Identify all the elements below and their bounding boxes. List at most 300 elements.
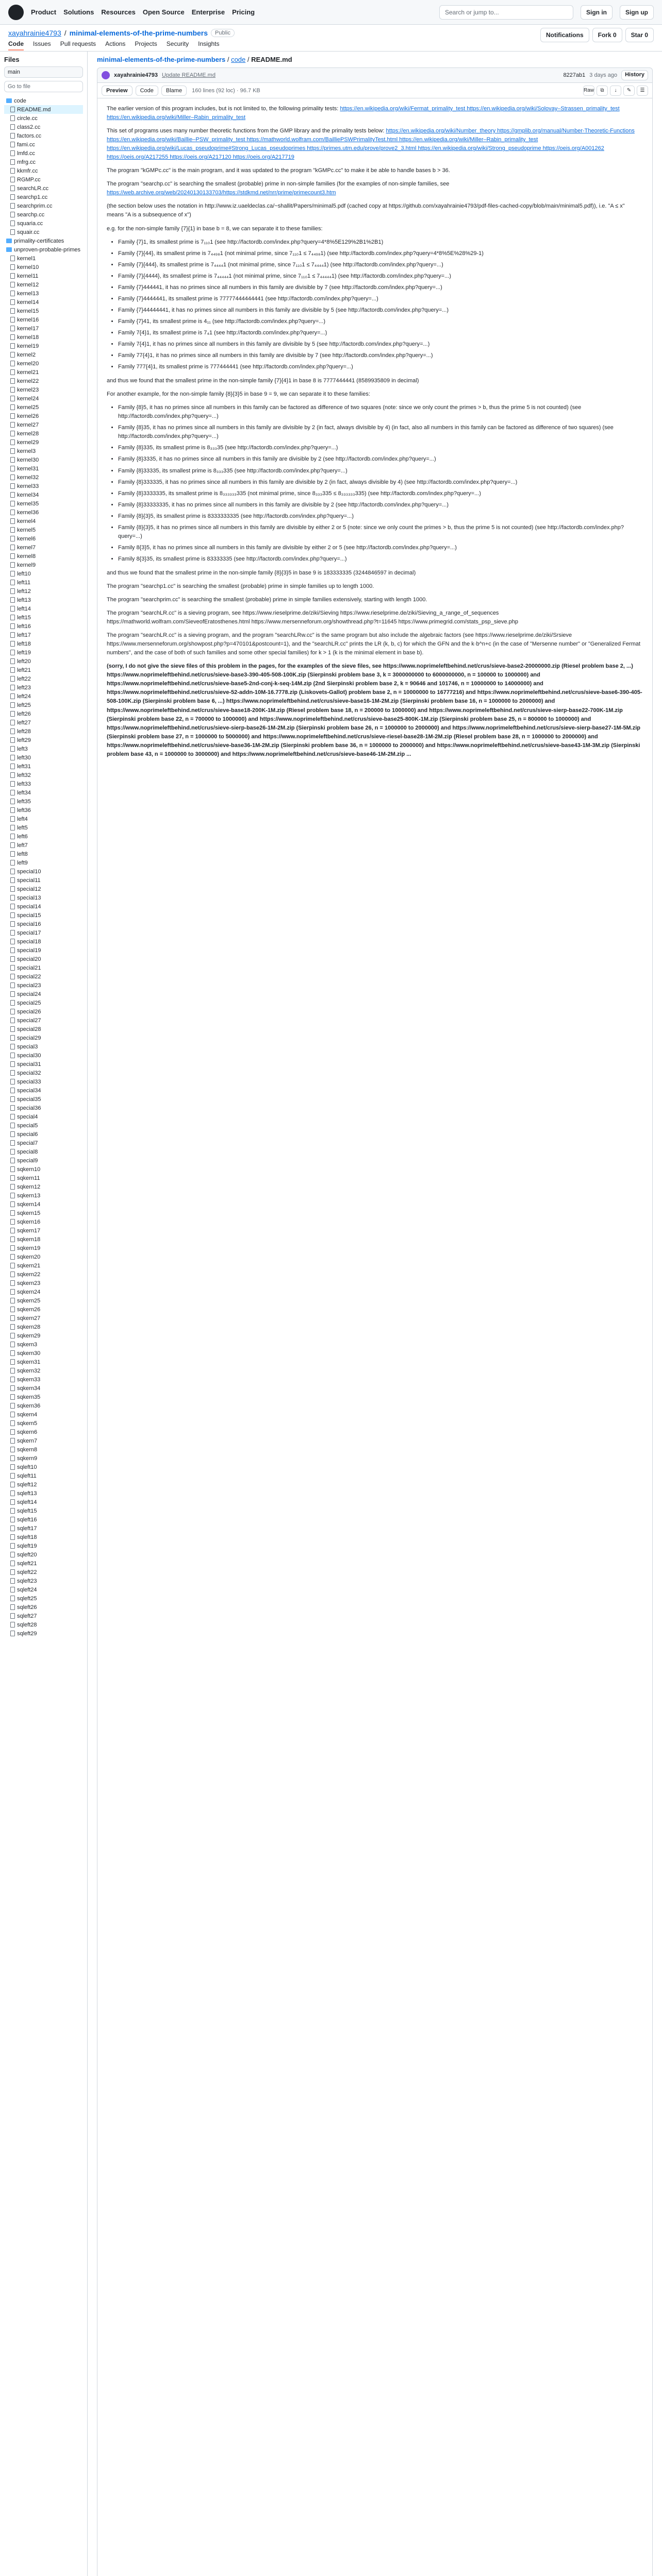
- tree-file[interactable]: [4, 893, 83, 902]
- tree-file[interactable]: [4, 201, 83, 210]
- tree-file[interactable]: [4, 1436, 83, 1445]
- tree-file[interactable]: [4, 315, 83, 324]
- tree-file[interactable]: [4, 1130, 83, 1139]
- tree-file[interactable]: [4, 1454, 83, 1463]
- tree-item-label: special3: [17, 1043, 38, 1050]
- tree-item-label: kernel23: [17, 386, 39, 393]
- tree-file[interactable]: [4, 1401, 83, 1410]
- tree-file[interactable]: [4, 272, 83, 280]
- family-list-item: • Family {8}335, its smallest prime is 8₃₃₃35 (see http://factordb.com/index.php?query=...): [118, 444, 643, 452]
- tree-item-label: special17: [17, 929, 41, 936]
- tree-file[interactable]: [4, 1217, 83, 1226]
- tree-item-label: left25: [17, 702, 31, 708]
- tab-insights[interactable]: Insights: [198, 40, 220, 47]
- family-list-item: • Family 7{4}1, its smallest prime is 7₄1 (see http://factordb.com/index.php?query=...): [118, 329, 643, 337]
- tree-item-label: special12: [17, 886, 41, 892]
- tree-file[interactable]: [4, 736, 83, 744]
- file-icon: [10, 431, 15, 436]
- file-icon: [10, 746, 15, 752]
- tree-file[interactable]: [4, 578, 83, 587]
- tree-file[interactable]: [4, 1051, 83, 1060]
- tree-file[interactable]: [4, 955, 83, 963]
- tree-file[interactable]: [4, 1270, 83, 1279]
- tree-file[interactable]: [4, 1147, 83, 1156]
- tree-file[interactable]: [4, 324, 83, 333]
- tree-file[interactable]: [4, 1235, 83, 1244]
- tree-file[interactable]: [4, 1095, 83, 1104]
- tree-file[interactable]: [4, 1077, 83, 1086]
- tree-file[interactable]: [4, 1577, 83, 1585]
- tree-file[interactable]: [4, 1182, 83, 1191]
- tree-file[interactable]: [4, 1594, 83, 1603]
- tree-item-label: left35: [17, 798, 31, 805]
- nav-enterprise[interactable]: Enterprise: [191, 8, 225, 16]
- file-icon: [10, 711, 15, 717]
- tree-file[interactable]: [4, 1541, 83, 1550]
- file-icon: [10, 1482, 15, 1487]
- tree-file[interactable]: [4, 1279, 83, 1287]
- breadcrumb-repo-link[interactable]: minimal-elements-of-the-prime-numbers: [97, 56, 226, 63]
- global-header: [0, 0, 662, 25]
- readme-paragraph: The program "searchp1.cc" is searching the smallest (probable) prime in simple families up to length 1000.: [107, 583, 374, 589]
- tree-file[interactable]: [4, 718, 83, 727]
- tree-file[interactable]: [4, 885, 83, 893]
- tree-item-label: sqleft14: [17, 1499, 37, 1505]
- tab-security[interactable]: Security: [166, 40, 189, 47]
- file-icon: [10, 632, 15, 638]
- readme-link[interactable]: https://en.wikipedia.org/wiki/Number_theory https://gmplib.org/manual/Number-Theoretic-Functions https://en.wikipedia.org/wiki/Baillie–PSW_primality_test https://mathworld.wolfram.com/BailliePSWPrimalityTest.html https://en.wikipedia.org/wiki/Miller–Rabin_primality_test https://en.wikipedia.org/wiki/Lucas_pseudoprime#Strong_Lucas_pseudoprimes https://primes.utm.edu/prove/prove2_3.html https://en.wikipedia.org/wiki/Strong_pseudoprime https://oeis.org/A001262 https://oeis.org/A217255 https://oeis.org/A217120 https://oeis.org/A217719: [107, 128, 635, 161]
- tab-pull-requests[interactable]: Pull requests: [60, 40, 96, 47]
- tree-item-label: left26: [17, 710, 31, 717]
- tree-file[interactable]: [4, 1349, 83, 1358]
- tree-file[interactable]: [4, 797, 83, 806]
- tree-file[interactable]: [4, 701, 83, 709]
- file-icon: [10, 1534, 15, 1540]
- tree-folder[interactable]: [4, 236, 83, 245]
- file-icon: [10, 439, 15, 445]
- tree-file[interactable]: [4, 1060, 83, 1069]
- tree-item-label: circle.cc: [17, 115, 38, 122]
- tab-issues[interactable]: Issues: [33, 40, 51, 47]
- outline-icon[interactable]: ☰: [637, 86, 648, 96]
- tree-item-label: kernel15: [17, 308, 39, 314]
- nav-solutions[interactable]: Solutions: [63, 8, 94, 16]
- tree-file[interactable]: [4, 1226, 83, 1235]
- tree-file[interactable]: [4, 184, 83, 193]
- file-icon: [10, 825, 15, 831]
- tree-file[interactable]: [4, 1533, 83, 1541]
- history-button[interactable]: History: [621, 70, 648, 80]
- tree-file[interactable]: [4, 508, 83, 517]
- file-icon: [10, 606, 15, 612]
- tree-file[interactable]: [4, 105, 83, 114]
- tree-item-label: sqleft24: [17, 1586, 37, 1593]
- tree-file[interactable]: [4, 1112, 83, 1121]
- commit-author[interactable]: xayahrainie4793: [114, 72, 158, 78]
- tree-file[interactable]: [4, 1498, 83, 1506]
- tree-file[interactable]: [4, 473, 83, 482]
- tree-file[interactable]: [4, 815, 83, 823]
- tree-file[interactable]: [4, 902, 83, 911]
- tree-file[interactable]: [4, 692, 83, 701]
- tree-file[interactable]: [4, 280, 83, 289]
- tree-item-label: kernel24: [17, 395, 39, 402]
- tree-file[interactable]: [4, 1393, 83, 1401]
- tree-file[interactable]: [4, 534, 83, 543]
- tree-file[interactable]: [4, 1506, 83, 1515]
- tree-file[interactable]: [4, 946, 83, 955]
- tree-item-label: special23: [17, 982, 41, 989]
- tree-item-label: kernel8: [17, 553, 36, 560]
- tree-file[interactable]: [4, 963, 83, 972]
- tree-file[interactable]: [4, 1287, 83, 1296]
- tree-file[interactable]: [4, 850, 83, 858]
- tree-item-label: sqkern3: [17, 1341, 38, 1348]
- tree-file[interactable]: [4, 526, 83, 534]
- copy-icon[interactable]: ⧉: [597, 86, 608, 96]
- tree-file[interactable]: [4, 307, 83, 315]
- tree-file[interactable]: [4, 841, 83, 850]
- tree-file[interactable]: [4, 254, 83, 263]
- tree-file[interactable]: [4, 928, 83, 937]
- tree-file[interactable]: [4, 832, 83, 841]
- tree-file[interactable]: [4, 1559, 83, 1568]
- file-icon: [10, 404, 15, 410]
- tree-file[interactable]: [4, 561, 83, 569]
- tree-file[interactable]: [4, 1033, 83, 1042]
- readme-paragraph: The program "searchLR.cc" is a sieving program, see https://www.rieselprime.de/ziki/Sieving https://www.rieselprime.de/ziki/Sieving_a_range_of_sequences https://mathworld.wolfram.com/SieveofEratosthenes.html https://www.mersenneforum.org/showthread.php?t=11645 https://www.primegrid.com/stats_psp_sieve.php: [107, 610, 518, 625]
- branch-selector[interactable]: main: [4, 66, 83, 78]
- file-icon: [10, 1412, 15, 1417]
- tree-file[interactable]: [4, 420, 83, 429]
- tree-file[interactable]: [4, 1515, 83, 1524]
- tree-file[interactable]: [4, 788, 83, 797]
- edit-icon[interactable]: ✎: [623, 86, 635, 96]
- file-icon: [10, 317, 15, 323]
- repo-owner-link[interactable]: xayahrainie4793: [8, 29, 61, 37]
- tab-code[interactable]: Code: [8, 40, 24, 50]
- raw-button[interactable]: Raw: [583, 86, 594, 96]
- tree-file[interactable]: [4, 429, 83, 438]
- tree-item-label: kernel21: [17, 369, 39, 376]
- tree-file[interactable]: [4, 727, 83, 736]
- tree-file[interactable]: [4, 368, 83, 377]
- tree-file[interactable]: [4, 175, 83, 184]
- tree-file[interactable]: [4, 1200, 83, 1209]
- tree-file[interactable]: [4, 631, 83, 639]
- tree-file[interactable]: [4, 1025, 83, 1033]
- tab-code-view[interactable]: Code: [136, 86, 158, 96]
- tree-item-label: searchp1.cc: [17, 194, 48, 200]
- tree-file[interactable]: [4, 114, 83, 123]
- tree-file[interactable]: [4, 385, 83, 394]
- file-icon: [10, 369, 15, 375]
- tab-blame[interactable]: Blame: [161, 86, 187, 96]
- tree-file[interactable]: [4, 377, 83, 385]
- tree-file[interactable]: [4, 639, 83, 648]
- tree-file[interactable]: [4, 1086, 83, 1095]
- tree-item-label: squaria.cc: [17, 220, 43, 227]
- tree-file[interactable]: [4, 753, 83, 762]
- file-icon: [10, 264, 15, 270]
- file-icon: [10, 1613, 15, 1619]
- tree-item-label: kernel7: [17, 544, 36, 551]
- tree-file[interactable]: [4, 858, 83, 867]
- tree-file[interactable]: [4, 412, 83, 420]
- tree-file[interactable]: [4, 744, 83, 753]
- file-icon: [10, 1604, 15, 1610]
- tree-file[interactable]: [4, 123, 83, 131]
- file-icon: [10, 1622, 15, 1628]
- file-icon: [10, 1228, 15, 1233]
- tree-item-label: kernel35: [17, 500, 39, 507]
- tree-file[interactable]: [4, 149, 83, 158]
- tree-file[interactable]: [4, 552, 83, 561]
- go-to-file-input[interactable]: Go to file: [4, 81, 83, 92]
- tree-file[interactable]: [4, 998, 83, 1007]
- tree-file[interactable]: [4, 674, 83, 683]
- file-icon: [10, 1035, 15, 1041]
- tree-file[interactable]: [4, 350, 83, 359]
- file-icon: [10, 1079, 15, 1084]
- tab-preview[interactable]: Preview: [102, 86, 133, 96]
- tree-file[interactable]: [4, 1244, 83, 1252]
- tree-file[interactable]: [4, 1174, 83, 1182]
- global-search-input[interactable]: Search or jump to...: [439, 5, 573, 20]
- tree-file[interactable]: [4, 455, 83, 464]
- tree-item-label: left21: [17, 667, 31, 673]
- file-icon: [10, 1499, 15, 1505]
- tree-file[interactable]: [4, 648, 83, 657]
- tree-file[interactable]: [4, 158, 83, 166]
- tree-file[interactable]: [4, 981, 83, 990]
- tree-item-label: sqkern25: [17, 1297, 41, 1304]
- tree-file[interactable]: [4, 1585, 83, 1594]
- tree-file[interactable]: [4, 1471, 83, 1480]
- tree-file[interactable]: [4, 622, 83, 631]
- tree-file[interactable]: [4, 1524, 83, 1533]
- commit-message[interactable]: Update README.md: [162, 72, 216, 78]
- repo-tabs: [8, 40, 220, 50]
- tree-file[interactable]: [4, 1358, 83, 1366]
- tree-file[interactable]: [4, 569, 83, 578]
- tree-file[interactable]: [4, 657, 83, 666]
- file-icon: [10, 124, 15, 130]
- tree-file[interactable]: [4, 1366, 83, 1375]
- file-icon: [10, 956, 15, 962]
- tree-file[interactable]: [4, 1612, 83, 1620]
- tree-file[interactable]: [4, 1296, 83, 1305]
- tree-file[interactable]: [4, 937, 83, 946]
- file-icon: [10, 1359, 15, 1365]
- nav-product[interactable]: Product: [31, 8, 57, 16]
- tree-file[interactable]: [4, 920, 83, 928]
- file-icon: [10, 1543, 15, 1549]
- tree-file[interactable]: [4, 1629, 83, 1638]
- tree-file[interactable]: [4, 683, 83, 692]
- readme-link[interactable]: https://en.wikipedia.org/wiki/Fermat_primality_test https://en.wikipedia.org/wiki/Solovay–Strassen_primality_test https://en.wikipedia.org/wiki/Miller–Rabin_primality_test: [107, 106, 620, 121]
- repo-name-link[interactable]: minimal-elements-of-the-prime-numbers: [69, 29, 208, 37]
- tree-item-label: left7: [17, 842, 28, 849]
- file-icon: [10, 361, 15, 366]
- tree-file[interactable]: [4, 762, 83, 771]
- tree-file[interactable]: [4, 666, 83, 674]
- family-list-item: • Family 7{4}1, it has no primes since all numbers in this family are divisible by 5 (see http://factordb.com/index.php?query=...): [118, 340, 643, 349]
- file-icon: [10, 676, 15, 682]
- readme-paragraph: and thus we found that the smallest prime in the non-simple family {7}{4}1 in base 8 is 7777444441 (8589935809 in decimal): [107, 378, 419, 384]
- tree-file[interactable]: [4, 1463, 83, 1471]
- family-list-item: • Family 8{3}35, its smallest prime is 83333335 (see http://factordb.com/index.php?query=...): [118, 555, 643, 564]
- tree-file[interactable]: [4, 131, 83, 140]
- tree-file[interactable]: [4, 1410, 83, 1419]
- tree-file[interactable]: [4, 447, 83, 455]
- sign-up-button[interactable]: Sign up: [620, 5, 654, 20]
- file-icon: [10, 1193, 15, 1198]
- tree-file[interactable]: [4, 210, 83, 219]
- tree-file[interactable]: [4, 1480, 83, 1489]
- tree-file[interactable]: [4, 1165, 83, 1174]
- file-icon: [10, 334, 15, 340]
- file-icon: [10, 518, 15, 524]
- tree-file[interactable]: [4, 1104, 83, 1112]
- tree-file[interactable]: [4, 823, 83, 832]
- tree-file[interactable]: [4, 771, 83, 779]
- tree-item-label: kernel13: [17, 290, 39, 297]
- github-logo-icon[interactable]: [8, 5, 24, 20]
- tree-file[interactable]: [4, 1007, 83, 1016]
- star-button[interactable]: Star 0: [625, 28, 654, 42]
- tree-file[interactable]: [4, 219, 83, 228]
- tree-file[interactable]: [4, 867, 83, 876]
- readme-paragraph: (the section below uses the notation in http://www.iz.uaeldeclas.ca/~shallit/Papers/minimal5.pdf (cached copy at https://github.com/xayahrainie4793/pdf-files-cached-copy/blob/main/minimal5.pdf)), i.e. "A ≤ x" means "A is a subsequence of x"): [107, 203, 625, 218]
- tree-file[interactable]: [4, 289, 83, 298]
- readme-link[interactable]: https://web.archive.org/web/20240130133703/https://stdkmd.net/nrr/prime/primecount3.htm: [107, 190, 336, 196]
- commit-hash[interactable]: 8227ab1: [563, 72, 586, 78]
- tree-item-label: sqleft21: [17, 1560, 37, 1567]
- tree-file[interactable]: [4, 1620, 83, 1629]
- tree-file[interactable]: [4, 1261, 83, 1270]
- avatar[interactable]: [102, 71, 110, 79]
- tree-file[interactable]: [4, 1445, 83, 1454]
- sign-in-button[interactable]: Sign in: [581, 5, 613, 20]
- tree-file[interactable]: [4, 1305, 83, 1314]
- tree-file[interactable]: [4, 587, 83, 596]
- tree-file[interactable]: [4, 1156, 83, 1165]
- tree-file[interactable]: [4, 596, 83, 604]
- tab-projects[interactable]: Projects: [135, 40, 157, 47]
- tree-file[interactable]: [4, 342, 83, 350]
- tree-item-label: left3: [17, 745, 28, 752]
- tree-file[interactable]: [4, 298, 83, 307]
- file-icon: [10, 982, 15, 988]
- tree-file[interactable]: [4, 709, 83, 718]
- fork-button[interactable]: Fork 0: [592, 28, 622, 42]
- tree-file[interactable]: [4, 543, 83, 552]
- file-icon: [10, 510, 15, 515]
- notifications-button[interactable]: Notifications: [540, 28, 589, 42]
- tree-file[interactable]: [4, 482, 83, 490]
- tree-file[interactable]: [4, 193, 83, 201]
- tree-item-label: kernel31: [17, 465, 39, 472]
- tree-file[interactable]: [4, 403, 83, 412]
- file-icon: [10, 1009, 15, 1014]
- commit-time: 3 days ago: [589, 72, 618, 78]
- tree-file[interactable]: [4, 613, 83, 622]
- tree-file[interactable]: [4, 604, 83, 613]
- tree-file[interactable]: [4, 876, 83, 885]
- tree-file[interactable]: [4, 1419, 83, 1428]
- tree-item-label: sqkern28: [17, 1324, 41, 1330]
- repo-title: [8, 29, 235, 37]
- nav-pricing[interactable]: Pricing: [232, 8, 255, 16]
- tree-file[interactable]: [4, 359, 83, 368]
- tree-file[interactable]: [4, 972, 83, 981]
- family-list-item: • Family {8}{3}5, it has no primes since all numbers in this family are divisible by either 2 or 5 (note: since we only count the primes > b, thus the prime 5 is not counted) (see http://factordb.com/index.php?query=...): [118, 523, 643, 541]
- tree-file[interactable]: [4, 333, 83, 342]
- tree-file[interactable]: [4, 1428, 83, 1436]
- tree-file[interactable]: [4, 806, 83, 815]
- download-icon[interactable]: ↓: [610, 86, 621, 96]
- tree-file[interactable]: [4, 263, 83, 272]
- tree-item-label: left8: [17, 851, 28, 857]
- tree-file[interactable]: [4, 1340, 83, 1349]
- tree-file[interactable]: [4, 438, 83, 447]
- tree-file[interactable]: [4, 228, 83, 236]
- tree-folder[interactable]: [4, 245, 83, 254]
- tree-file[interactable]: [4, 490, 83, 499]
- tree-file[interactable]: [4, 166, 83, 175]
- tree-file[interactable]: [4, 1252, 83, 1261]
- breadcrumb-dir-link[interactable]: code: [231, 56, 246, 63]
- tree-file[interactable]: [4, 1568, 83, 1577]
- tree-file[interactable]: [4, 1331, 83, 1340]
- tree-file[interactable]: [4, 779, 83, 788]
- tree-item-label: special24: [17, 991, 41, 997]
- tree-file[interactable]: [4, 1603, 83, 1612]
- tree-file[interactable]: [4, 1069, 83, 1077]
- readme-paragraph: [107, 105, 643, 122]
- tree-file[interactable]: [4, 1016, 83, 1025]
- file-icon: [10, 799, 15, 804]
- file-icon: [10, 693, 15, 699]
- tree-file[interactable]: [4, 1191, 83, 1200]
- tree-file[interactable]: [4, 1121, 83, 1130]
- family-list-item: • Family {8}35, it has no primes since all numbers in this family are divisible by 2 (in fact, always divisible by 4) (in fact, also all numbers in this family can be factored as difference of two squares) (see http://factordb.com/index.php?query=...): [118, 423, 643, 441]
- tree-file[interactable]: [4, 394, 83, 403]
- tree-file[interactable]: [4, 1209, 83, 1217]
- tree-file[interactable]: [4, 499, 83, 508]
- tree-file[interactable]: [4, 1550, 83, 1559]
- tree-file[interactable]: [4, 140, 83, 149]
- nav-open-source[interactable]: Open Source: [142, 8, 185, 16]
- tree-folder[interactable]: [4, 96, 83, 105]
- tree-file[interactable]: [4, 1323, 83, 1331]
- tree-file[interactable]: [4, 1384, 83, 1393]
- tree-file[interactable]: [4, 990, 83, 998]
- tab-actions[interactable]: Actions: [105, 40, 126, 47]
- tree-file[interactable]: [4, 1042, 83, 1051]
- tree-file[interactable]: [4, 517, 83, 526]
- tree-file[interactable]: [4, 911, 83, 920]
- tree-file[interactable]: [4, 1314, 83, 1323]
- tree-file[interactable]: [4, 1489, 83, 1498]
- tree-file[interactable]: [4, 464, 83, 473]
- file-icon: [10, 702, 15, 708]
- nav-resources[interactable]: Resources: [101, 8, 136, 16]
- file-icon: [10, 1131, 15, 1137]
- tree-file[interactable]: [4, 1375, 83, 1384]
- tree-file[interactable]: [4, 1139, 83, 1147]
